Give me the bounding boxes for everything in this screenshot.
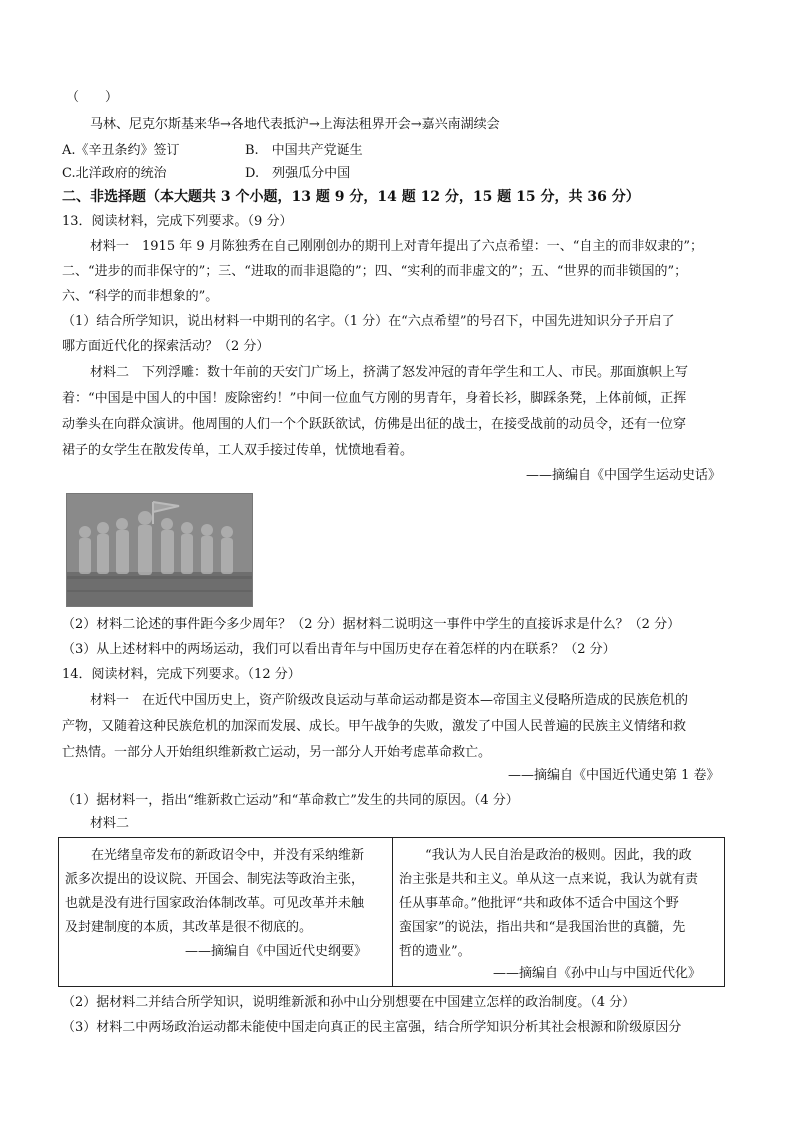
- q14-material1-source: ——摘编自《中国近代通史第 1 卷》: [508, 768, 720, 783]
- q12-option-d: D. 列强瓜分中国: [245, 166, 351, 181]
- q13-material1-line3: 六、“科学的而非想象的”。: [62, 289, 219, 304]
- answer-parentheses: （ ）: [66, 90, 119, 105]
- right-cell-line2: 治主张是共和主义。单从这一点来说，我认为就有责: [399, 872, 699, 887]
- q12-option-b: B. 中国共产党诞生: [245, 143, 363, 158]
- q13-stem: 13．阅读材料，完成下列要求。（9 分）: [62, 214, 293, 229]
- q14-material1-line3: 亡热情。一部分人开始组织维新救亡运动，另一部分人开始考虑革命救亡。: [62, 745, 492, 760]
- right-cell-source: ——摘编自《孙中山与中国近代化》: [493, 966, 702, 981]
- q12-option-a: A.《辛丑条约》签订: [62, 143, 180, 158]
- q13-question1-line1: （1）结合所学知识，说出材料一中期刊的名字。（1 分）在“六点希望”的号召下，中国先进知识分子开启了: [62, 314, 675, 329]
- q14-stem: 14．阅读材料，完成下列要求。（12 分）: [62, 667, 301, 682]
- left-cell-line1: 在光绪皇帝发布的新政诏令中，并没有采纳维新: [91, 848, 365, 863]
- q13-material1-line2: 二、“进步的而非保守的”；三、“进取的而非退隐的”；四、“实利的而非虚文的”；五、“世界的而非锁国的”；: [62, 264, 688, 279]
- q13-question3: （3）从上述材料中的两场运动，我们可以看出青年与中国历史存在着怎样的内在联系？（2 分）: [62, 642, 616, 657]
- right-cell-line3: 任从事革命。”他批评“共和政体不适合中国这个野: [399, 896, 679, 911]
- q14-question3: （3）材料二中两场政治运动都未能使中国走向真正的民主富强，结合所学知识分析其社会根源和阶级原因分: [62, 1020, 682, 1035]
- q13-material1-line1: 材料一 1915 年 9 月陈独秀在自己刚刚创办的期刊上对青年提出了六点希望：一、“自主的而非奴隶的”；: [90, 239, 704, 254]
- relief-figures-illustration: [67, 494, 252, 606]
- q14-material1-line1: 材料一 在近代中国历史上，资产阶级改良运动与革命运动都是资本—帝国主义侵略所造成的民族危机的: [90, 693, 689, 708]
- q12-sequence: 马林、尼克尔斯基来华→各地代表抵沪→上海法租界开会→嘉兴南湖续会: [90, 117, 500, 132]
- q13-material2-line4: 裙子的女学生在散发传单，工人双手接过传单，忧愤地看着。: [62, 443, 414, 458]
- right-cell-line5: 哲的遗业”。: [399, 944, 471, 959]
- q14-material1-line2: 产物，又随着这种民族危机的加深而发展、成长。甲午战争的失败，激发了中国人民普遍的民族主义情绪和救: [62, 719, 687, 734]
- q14-question1: （1）据材料一，指出“维新救亡运动”和“革命救亡”发生的共同的原因。（4 分）: [62, 793, 519, 808]
- material2-table: [58, 837, 725, 987]
- right-cell-line1: “我认为人民自治是政治的极则。因此，我的政: [425, 848, 692, 863]
- left-cell-line3: 也就是没有进行国家政治体制改革。可见改革并未触: [65, 896, 365, 911]
- q13-material2-line2: 着：“中国是中国人的中国！废除密约！”中间一位血气方刚的男青年，身着长衫，脚踩条凳，上体前倾，正挥: [62, 391, 687, 406]
- left-cell-source: ——摘编自《中国近代史纲要》: [185, 944, 368, 959]
- right-cell-line4: 蛮国家”的说法，指出共和“是我国治世的真髓，先: [399, 920, 686, 935]
- q14-material2-label: 材料二: [90, 816, 130, 831]
- q13-material2-line3: 动拳头在向群众演讲。他周围的人们一个个跃跃欲试，仿佛是出征的战士，在接受战前的动员令，还有一位穿: [62, 417, 687, 432]
- left-cell-line4: 及封建制度的本质，其改革是很不彻底的。: [65, 920, 313, 935]
- q13-material2-line1: 材料二 下列浮雕：数十年前的天安门广场上，挤满了怒发冲冠的青年学生和工人、市民。那面旗帜上写: [90, 365, 689, 380]
- q13-material2-source: ——摘编自《中国学生运动史话》: [526, 468, 722, 483]
- left-cell-line2: 派多次提出的设议院、开国会、制宪法等政治主张，: [65, 872, 365, 887]
- q14-question2: （2）据材料二并结合所学知识，说明维新派和孙中山分别想要在中国建立怎样的政治制度。（4 分）: [62, 995, 636, 1010]
- section-heading: 二、非选择题（本大题共 3 个小题，13 题 9 分，14 题 12 分，15 题 15 分，共 36 分）: [62, 189, 640, 205]
- q13-question2: （2）材料二论述的事件距今多少周年？（2 分）据材料二说明这一事件中学生的直接诉求是什么？（2 分）: [62, 617, 681, 632]
- table-divider: [392, 838, 393, 986]
- relief-sculpture-image: [66, 493, 253, 607]
- q12-option-c: C.北洋政府的统治: [62, 166, 167, 181]
- q13-question1-line2: 哪方面近代化的探索活动？（2 分）: [62, 339, 270, 354]
